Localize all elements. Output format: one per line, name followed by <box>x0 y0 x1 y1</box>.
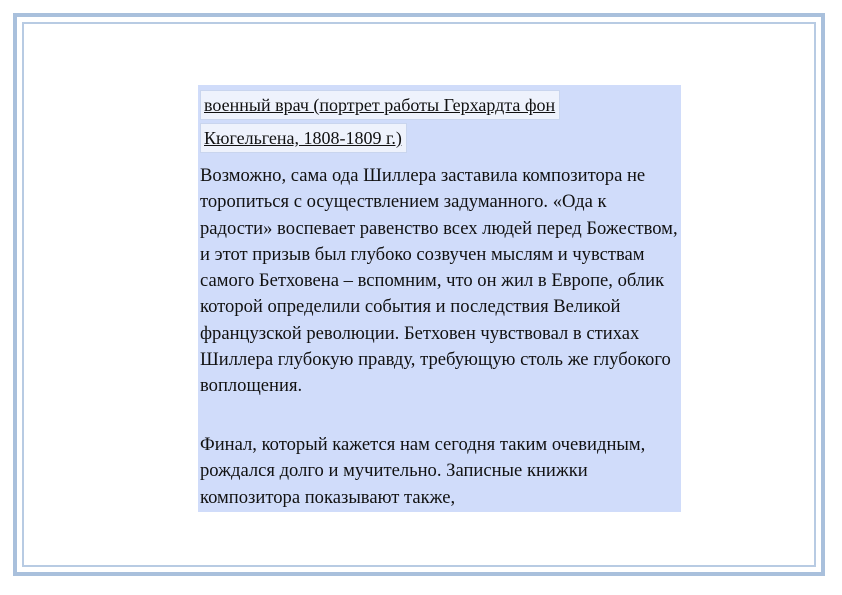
body-paragraph-1: Возможно, сама ода Шиллера заставила композитора не торопиться с осуществлением задуманного. «Ода к радости» воспевает равенство всех людей перед Божеством, и этот призыв был глубоко созвучен мыслям и чувствам самого Бетховена – вспомним, что он жил в Европе, облик которой определили события и последствия Великой французской революции. Бетховен чувствовал в стихах Шиллера глубокую правду, требующую столь же глубокого воплощения. <box>200 165 678 397</box>
body-paragraph-2: Финал, который кажется нам сегодня таким очевидным, рождался долго и мучительно. Записные книжки композитора показывают также, <box>200 434 646 508</box>
portrait-caption-line-1[interactable]: военный врач (портрет работы Герхардта фон <box>200 90 560 120</box>
portrait-caption-line-2[interactable]: Кюгельгена, 1808-1809 г.) <box>200 123 407 153</box>
text-content-block <box>198 85 681 512</box>
